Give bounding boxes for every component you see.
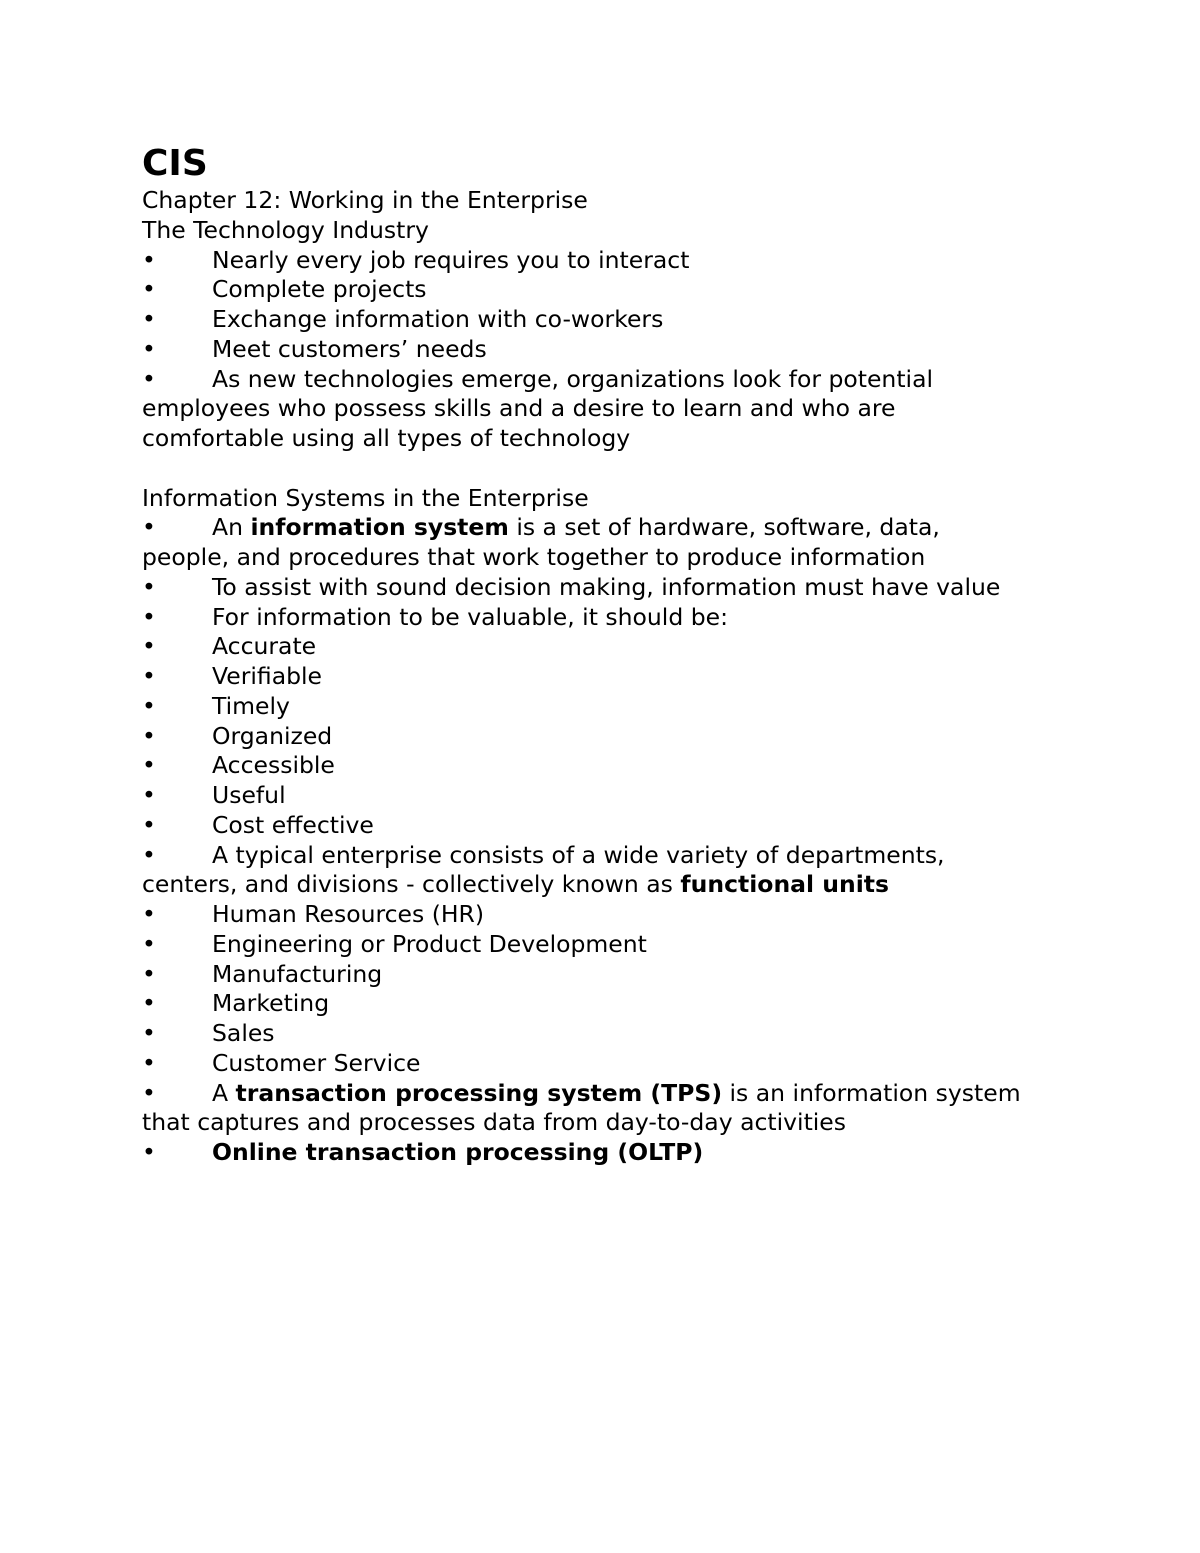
bullet-icon: • xyxy=(142,513,156,542)
list-item-text: Cost effective xyxy=(212,810,374,839)
bullet-icon: • xyxy=(142,334,156,363)
bullet-icon: • xyxy=(142,1138,156,1166)
bullet-icon: • xyxy=(142,275,156,304)
doc-title: CIS xyxy=(142,143,208,184)
list-item xyxy=(142,246,1032,276)
bullet-icon: • xyxy=(142,721,156,750)
bullet-icon: • xyxy=(142,1078,156,1107)
bullet-icon: • xyxy=(142,989,156,1018)
list-item-text-pre: A xyxy=(212,1078,236,1107)
list-item-text: Engineering or Product Development xyxy=(212,929,647,958)
list-item-text: Marketing xyxy=(212,989,330,1018)
bullet-icon: • xyxy=(142,751,156,780)
list-item xyxy=(142,960,1032,990)
list-item-text: Human Resources (HR) xyxy=(212,900,485,928)
list-item-text-post: is an information system that captures and processes data from day-to-day activities xyxy=(142,1078,1021,1137)
list-item xyxy=(142,1079,1032,1139)
list-item xyxy=(142,841,1032,901)
bullet-icon: • xyxy=(142,602,156,631)
section-heading-information-systems: Information Systems in the Enterprise xyxy=(142,483,589,512)
bullet-icon: • xyxy=(142,1019,156,1047)
bullet-icon: • xyxy=(142,900,156,928)
blank-line xyxy=(142,454,1032,484)
list-item xyxy=(142,662,1032,692)
bullet-icon: • xyxy=(142,572,156,601)
document-page xyxy=(142,142,1032,1168)
bullet-icon: • xyxy=(142,632,156,661)
list-item-text: Exchange information with co-workers xyxy=(212,305,664,333)
list-item-text: Customer Service xyxy=(212,1048,421,1077)
bullet-icon: • xyxy=(142,959,156,988)
list-item-text-pre: A typical enterprise consists of a wide variety of departments, centers, and divisions - collectively known as xyxy=(142,840,945,899)
list-item-text: Sales xyxy=(212,1019,275,1047)
list-item xyxy=(142,1138,1032,1168)
term-tps: transaction processing system (TPS) xyxy=(235,1078,723,1107)
list-item-text: Complete projects xyxy=(212,275,427,304)
bullet-icon: • xyxy=(142,840,156,869)
term-functional-units: functional units xyxy=(680,870,889,899)
list-item-text: Manufacturing xyxy=(212,959,383,988)
list-item xyxy=(142,335,1032,365)
list-item-text: Nearly every job requires you to interact xyxy=(212,245,690,274)
list-item-text: For information to be valuable, it should be: xyxy=(212,602,729,631)
list-item xyxy=(142,573,1032,603)
bullet-icon: • xyxy=(142,305,156,333)
list-item xyxy=(142,692,1032,722)
list-item xyxy=(142,275,1032,305)
list-item xyxy=(142,900,1032,930)
section-heading-technology-industry: The Technology Industry xyxy=(142,215,429,244)
bullet-icon: • xyxy=(142,691,156,720)
bullet-icon: • xyxy=(142,929,156,958)
bullet-icon: • xyxy=(142,662,156,690)
list-item-text: Meet customers’ needs xyxy=(212,334,487,363)
list-item-text: As new technologies emerge, organizations look for potential employees who possess skills and a desire to learn and who are comfortable using all types of technology xyxy=(142,364,933,452)
list-item-text-pre: An xyxy=(212,513,251,542)
term-information-system: information system xyxy=(250,513,509,542)
bullet-icon: • xyxy=(142,1048,156,1077)
list-item xyxy=(142,722,1032,752)
list-item xyxy=(142,1019,1032,1049)
list-item-text: Useful xyxy=(212,781,286,809)
bullet-icon: • xyxy=(142,810,156,839)
chapter-heading: Chapter 12: Working in the Enterprise xyxy=(142,186,588,214)
list-item xyxy=(142,811,1032,841)
term-oltp: Online transaction processing (OLTP) xyxy=(212,1138,704,1166)
list-item xyxy=(142,365,1032,454)
list-item xyxy=(142,632,1032,662)
list-item-text: Accurate xyxy=(212,632,317,661)
list-item-text: To assist with sound decision making, information must have value xyxy=(212,572,1001,601)
bullet-icon: • xyxy=(142,364,156,393)
list-item xyxy=(142,1049,1032,1079)
list-item-text: Accessible xyxy=(212,751,335,780)
bullet-icon: • xyxy=(142,781,156,809)
list-item xyxy=(142,513,1032,573)
list-item xyxy=(142,305,1032,335)
list-item xyxy=(142,989,1032,1019)
list-item-text: Timely xyxy=(212,691,290,720)
list-item xyxy=(142,781,1032,811)
list-item-text-post: is a set of hardware, software, data, people, and procedures that work together to produce information xyxy=(142,513,940,571)
bullet-icon: • xyxy=(142,245,156,274)
list-item xyxy=(142,930,1032,960)
list-item-text: Organized xyxy=(212,721,333,750)
list-item xyxy=(142,751,1032,781)
list-item-text: Verifiable xyxy=(212,662,323,690)
list-item xyxy=(142,603,1032,633)
